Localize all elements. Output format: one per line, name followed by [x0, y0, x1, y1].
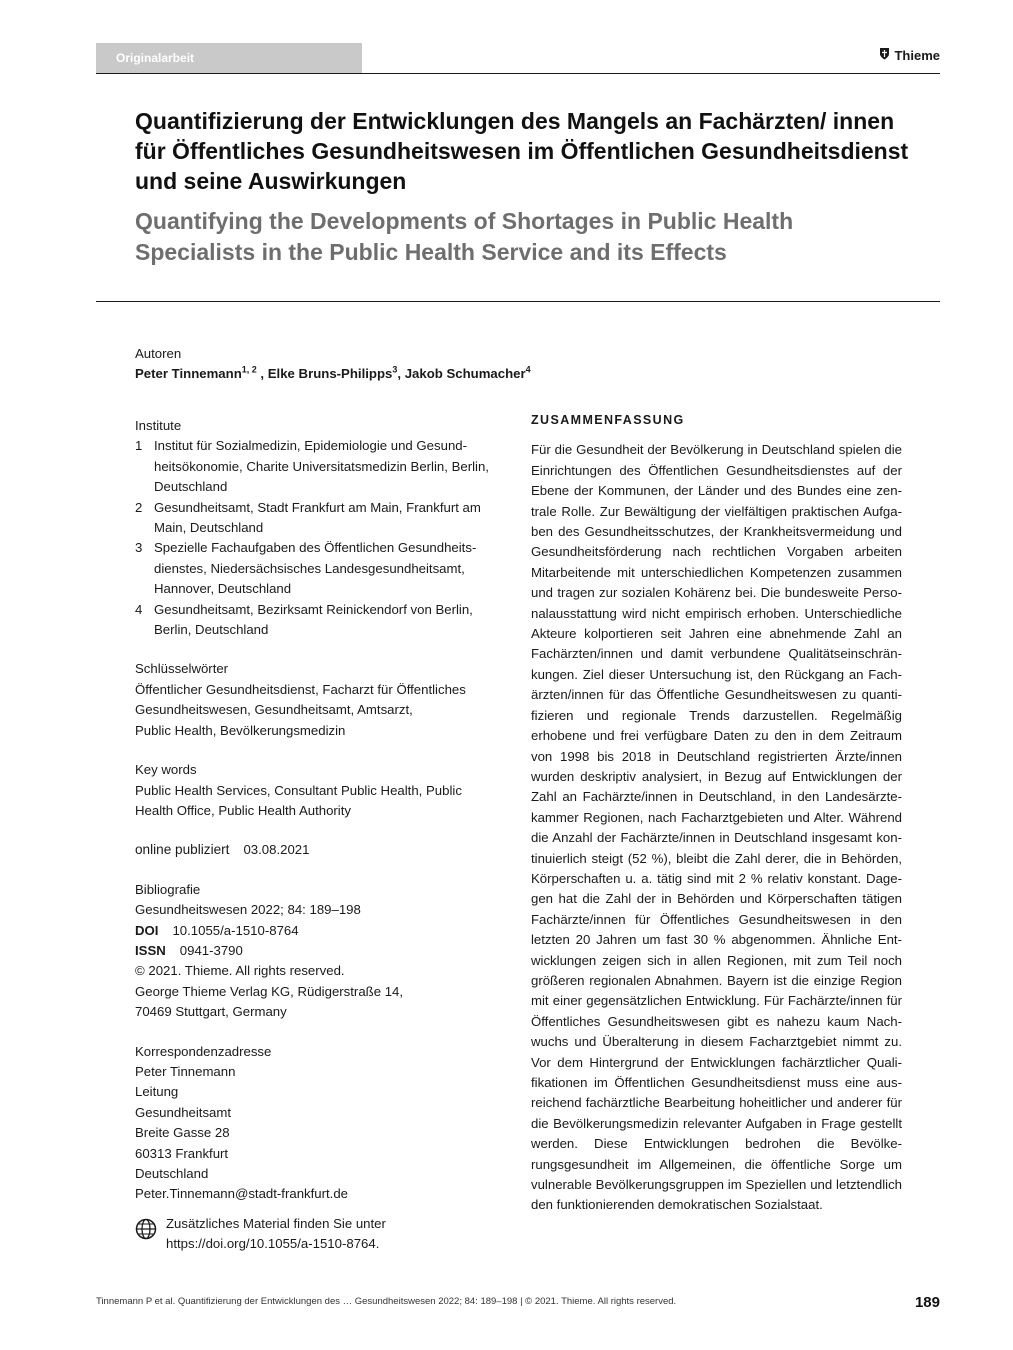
authors-label: Autoren	[135, 346, 182, 361]
article-type-tag	[96, 43, 362, 73]
author-name: Peter Tinnemann	[135, 366, 242, 382]
keywords-line: Health Office, Public Health Authority	[135, 802, 351, 818]
publisher-address-line: 70469 Stuttgart, Germany	[135, 1004, 287, 1020]
institute-text: Gesundheitsamt, Stadt Frankfurt am Main, Frankfurt am Main, Deutschland	[154, 499, 481, 536]
institutes-label: Institute	[135, 418, 182, 433]
institute-text: Institut für Sozialmedizin, Epidemiologie und Gesundheitsökonomie, Charite Universitatsmedizin Berlin, Berlin, Deutschland	[154, 438, 489, 495]
online-published-date: 03.08.2021	[243, 842, 310, 858]
issn-value: 0941-3790	[179, 942, 243, 958]
korrespondenz-line: Breite Gasse 28	[135, 1125, 230, 1141]
korrespondenz-line: Peter Tinnemann	[135, 1063, 236, 1079]
supplementary-link[interactable]: https://doi.org/10.1055/a-1510-8764.	[166, 1236, 380, 1252]
author-affiliation: 3	[392, 365, 398, 376]
publisher-address-line: George Thieme Verlag KG, Rüdigerstraße 14,	[135, 983, 404, 999]
doi-value: 10.1055/a-1510-8764	[172, 922, 299, 938]
institute-text: Gesundheitsamt, Bezirksamt Reinickendorf von Berlin, Berlin, Deutschland	[154, 601, 473, 638]
online-published	[135, 840, 505, 860]
doi-label: DOI	[135, 922, 159, 938]
abstract-column	[531, 410, 902, 1216]
online-published-label: online publiziert	[135, 842, 230, 858]
schluesselwoerter-line: Öffentlicher Gesundheitsdienst, Facharzt für Öffentliches	[135, 681, 466, 697]
bibliografie-label: Bibliografie	[135, 881, 201, 897]
korrespondenz-email[interactable]: Peter.Tinnemann@stadt-frankfurt.de	[135, 1186, 349, 1202]
globe-icon	[135, 1214, 157, 1246]
institute-number: 4	[135, 601, 143, 617]
author-separator: ,	[397, 366, 405, 382]
institute-item	[135, 498, 505, 539]
publisher-name: Thieme	[894, 47, 940, 63]
abstract-text: Für die Gesundheit der Bevölkerung in Deutschland spielen die Einrichtungen des Öffentlichen Gesundheitsdienstes auf der Ebene der Kommunen, der Länder und des Bundes eine zentrale Rolle. Zur Bewältigung der vielfältigen praktischen Aufgaben des Gesundheitsschutzes, der Krankheitsvermeidung und Gesundheitsförderung nach rechtlichen Vorgaben arbeiten Mitarbeitende mit unterschiedlichen Kompetenzen zusammen und tragen zur sozialen Kohärenz bei. Die bundesweite Personalausstattung wird nicht empirisch erhoben. Unterschiedliche Akteure kolportieren seit Jahren eine abnehmende Zahl an Fachärzten/innen und damit verbundene Qualitätseinschränkungen. Ziel dieser Untersuchung ist, den Rückgang an Fachärzten/innen für das Öffentliche Gesundheitswesen zu quantifizieren und regionale Trends darzustellen. Regelmäßig erhobene und frei verfügbare Daten zu den in dem Zeitraum von 1998 bis 2018 in Deutschland registrierten Ärzte/innen wurden deskriptiv analysiert, in Bezug auf Entwicklungen der Zahl an Fachärzte/innen in Deutschland, in den Landesärztekammer Regionen, nach Facharztgebieten und Alter. Während die Anzahl der Fachärzte/innen in Deutschland insgesamt kontinuierlich steigt (52 %), bleibt die Zahl derer, die in Behörden, Körperschaften u. a. tätig sind mit 2 % relativ konstant. Dagegen hat die Zahl der in Behörden und Körperschaften tätigen Fachärzte/innen für Öffentliches Gesundheitswesen in den letzten 20 Jahren um fast 30 % abgenommen. Ähnliche Entwicklungen zeigen sich in allen Regionen, mit zum Teil noch größeren regionalen Abnahmen. Bayern ist die einzige Region mit einer gegensätzlichen Entwicklung. Für Fachärzte/innen für Öffentliches Gesundheitswesen gibt es nahezu kaum Nachwuchs und Überalterung in diesem Facharztgebiet nimmt zu. Vor dem Hintergrund der Entwicklungen fachärztlicher Qualifikationen im Öffentlichen Gesundheitsdienst muss eine ausreichend fachärztliche Bearbeitung hoheitlicher und anderer für die Bevölkerungsmedizin relevanter Aufgaben in Frage gestellt werden. Diese Entwicklungen bedrohen die Bevölkerungsgesundheit im Allgemeinen, die öffentliche Sorge um vulnerable Bevölkerungsgruppen im Speziellen und letztendlich den funktionierenden demokratischen Sozialstaat.	[531, 442, 902, 1213]
title-divider	[96, 301, 940, 302]
schluesselwoerter-label: Schlüsselwörter	[135, 661, 229, 677]
keywords-line: Public Health Services, Consultant Public Health, Public	[135, 782, 462, 798]
korrespondenz-line: Leitung	[135, 1084, 179, 1100]
author-affiliation: 4	[525, 365, 531, 376]
institutes-list	[135, 436, 505, 640]
bibliografie-journal: Gesundheitswesen 2022; 84: 189–198	[135, 902, 361, 918]
korrespondenz-line: 60313 Frankfurt	[135, 1145, 229, 1161]
page-number: 189	[914, 1294, 940, 1311]
author-separator: ,	[256, 366, 268, 382]
korrespondenz-line: Deutschland	[135, 1166, 209, 1181]
issn-label: ISSN	[135, 942, 166, 958]
institute-number: 2	[135, 499, 143, 515]
institute-item	[135, 538, 505, 599]
keywords-label: Key words	[135, 762, 197, 778]
institute-number: 1	[135, 438, 143, 454]
header-divider	[96, 73, 940, 74]
korrespondenz-line: Gesundheitsamt	[135, 1104, 232, 1120]
issn-row	[135, 941, 505, 961]
doi-row	[135, 921, 505, 941]
institute-item	[135, 600, 505, 641]
copyright-line: © 2021. Thieme. All rights reserved.	[135, 963, 345, 979]
abstract-heading: ZUSAMMENFASSUNG	[531, 413, 685, 427]
thieme-crest-icon	[879, 47, 890, 63]
publisher-logo	[879, 47, 940, 63]
schluesselwoerter-line: Public Health, Bevölkerungsmedizin	[135, 722, 346, 738]
institute-text: Spezielle Fachaufgaben des Öffentlichen Gesundheitsdienstes, Niedersächsisches Landesgesundheitsamt, Hannover, Deutschland	[154, 540, 477, 597]
schluesselwoerter-line: Gesundheitswesen, Gesundheitsamt, Amtsarzt,	[135, 702, 413, 718]
author-name: Jakob Schumacher	[404, 366, 526, 382]
korrespondenz-label: Korrespondenzadresse	[135, 1043, 272, 1059]
institute-number: 3	[135, 540, 143, 556]
authors-list	[135, 364, 531, 384]
authors-section	[135, 344, 531, 385]
supplementary-note	[135, 1214, 505, 1255]
author-affiliation: 1, 2	[241, 365, 257, 376]
title-english: Quantifying the Developments of Shortages in Public Health Specialists in the Public Health Service and its Effects	[135, 208, 794, 265]
author-name: Elke Bruns-Philipps	[267, 366, 393, 382]
supplementary-text: Zusätzliches Material finden Sie unter	[166, 1215, 386, 1231]
article-type-label: Originalarbeit	[116, 51, 195, 65]
metadata-column	[135, 416, 505, 1255]
footer-citation: Tinnemann P et al. Quantifizierung der Entwicklungen des … Gesundheitswesen 2022; 84: 189–198 | © 2021. Thieme. All rights reserved.	[96, 1296, 677, 1307]
title-german: Quantifizierung der Entwicklungen des Mangels an Fachärzten/ innen für Öffentliches Gesundheitswesen im Öffentlichen Gesundheitsdienst und seine Auswirkungen	[135, 108, 909, 194]
institute-item	[135, 436, 505, 497]
